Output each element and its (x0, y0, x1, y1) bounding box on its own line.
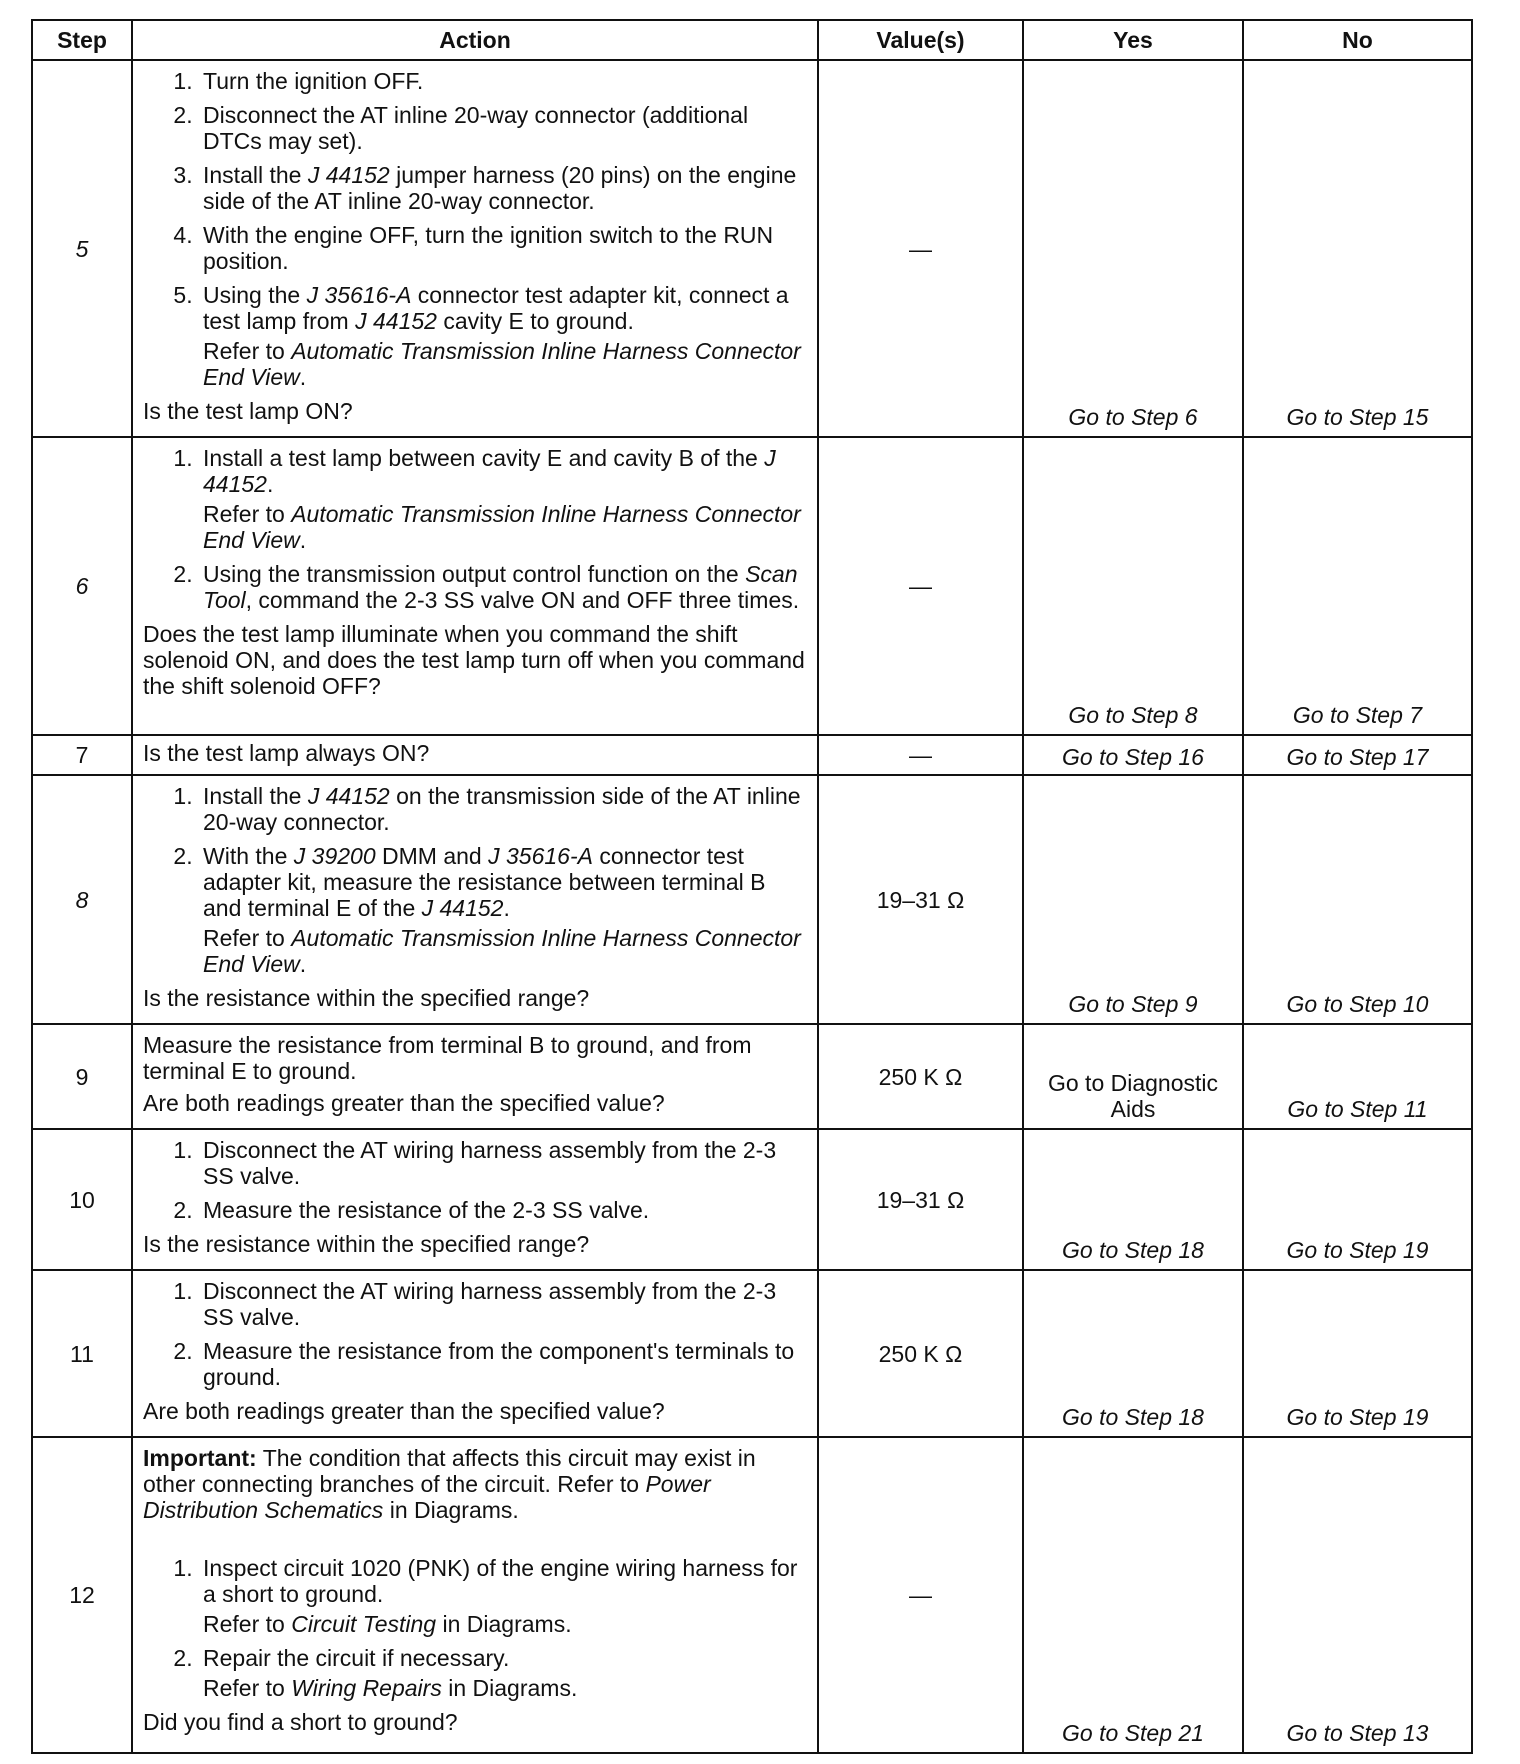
action-step: 2. Disconnect the AT inline 20-way connector (additional DTCs may set). (199, 102, 807, 154)
action-cell (132, 1270, 818, 1437)
reference-note: Refer to Automatic Transmission Inline Harness Connector End View. (203, 338, 801, 390)
action-step: 2. Measure the resistance of the 2-3 SS valve. (199, 1197, 807, 1223)
doc-link[interactable]: Automatic Transmission Inline Harness Connector End View (203, 338, 801, 390)
reference-note: Refer to Wiring Repairs in Diagrams. (203, 1675, 578, 1701)
action-step: 1. Disconnect the AT wiring harness assembly from the 2-3 SS valve. (199, 1137, 807, 1189)
step-number: 6 (32, 437, 132, 735)
no-link[interactable]: Go to Step 19 (1243, 1129, 1472, 1270)
no-link[interactable]: Go to Step 11 (1243, 1024, 1472, 1129)
question-text: Is the resistance within the specified range? (143, 985, 590, 1011)
question-text: Are both readings greater than the specified value? (143, 1398, 665, 1424)
doc-link[interactable]: Circuit Testing (291, 1611, 437, 1637)
action-cell (132, 775, 818, 1024)
action-cell (132, 1024, 818, 1129)
yes-link[interactable]: Go to Step 9 (1023, 775, 1243, 1024)
important-note: Important: The condition that affects this circuit may exist in other connecting branches of the circuit. Refer to Power Distribution Schematics in Diagrams. (143, 1445, 756, 1523)
action-step: 1. Turn the ignition OFF. (199, 68, 807, 94)
table-row (32, 437, 1472, 735)
action-step: 4. With the engine OFF, turn the ignition switch to the RUN position. (199, 222, 807, 274)
value-cell: 19–31 Ω (818, 1129, 1023, 1270)
tool-ref: J 35616-A (488, 843, 593, 869)
table-row (32, 1129, 1472, 1270)
header-row (32, 20, 1472, 60)
header-step: Step (32, 20, 132, 60)
question-text: Does the test lamp illuminate when you command the shift solenoid ON, and does the test lamp turn off when you command the shift solenoid OFF? (143, 621, 805, 699)
doc-link[interactable]: Wiring Repairs (291, 1675, 442, 1701)
no-link[interactable]: Go to Step 19 (1243, 1270, 1472, 1437)
action-step: 1. Inspect circuit 1020 (PNK) of the engine wiring harness for a short to ground. Refer to Circuit Testing in Diagrams. (199, 1555, 807, 1637)
tool-ref: J 44152 (307, 783, 390, 809)
value-cell: 250 K Ω (818, 1270, 1023, 1437)
action-step: 2. Measure the resistance from the component's terminals to ground. (199, 1338, 807, 1390)
action-cell (132, 1437, 818, 1753)
question-text: Is the resistance within the specified range? (143, 1231, 590, 1257)
reference-note: Refer to Automatic Transmission Inline Harness Connector End View. (203, 925, 801, 977)
action-cell (132, 60, 818, 437)
value-cell: — (818, 437, 1023, 735)
yes-link[interactable]: Go to Step 21 (1023, 1437, 1243, 1753)
action-step: 1. Install the J 44152 on the transmission side of the AT inline 20-way connector. (199, 783, 807, 835)
doc-link[interactable]: Automatic Transmission Inline Harness Connector End View (203, 925, 801, 977)
table-row (32, 60, 1472, 437)
table-row (32, 775, 1472, 1024)
yes-link[interactable]: Go to Step 8 (1023, 437, 1243, 735)
table-row (32, 735, 1472, 775)
yes-link[interactable]: Go to Step 18 (1023, 1270, 1243, 1437)
doc-link[interactable]: Power Distribution Schematics (143, 1471, 711, 1523)
tool-ref: J 35616-A (306, 282, 412, 308)
step-number: 7 (32, 735, 132, 775)
action-cell (132, 437, 818, 735)
header-action: Action (132, 20, 818, 60)
tool-ref: J 44152 (355, 308, 437, 334)
diagnostic-table (31, 19, 1473, 1754)
value-cell: — (818, 60, 1023, 437)
question-text: Did you find a short to ground? (143, 1709, 458, 1735)
action-step: 3. Install the J 44152 jumper harness (20 pins) on the engine side of the AT inline 20-way connector. (199, 162, 807, 214)
step-number: 5 (32, 60, 132, 437)
action-text: Measure the resistance from terminal B to ground, and from terminal E to ground. (143, 1032, 752, 1084)
action-step: 1. Disconnect the AT wiring harness assembly from the 2-3 SS valve. (199, 1278, 807, 1330)
table-row (32, 1437, 1472, 1753)
action-step: 2. Using the transmission output control function on the Scan Tool, command the 2-3 SS valve ON and OFF three times. (199, 561, 807, 613)
no-link[interactable]: Go to Step 15 (1243, 60, 1472, 437)
question-text: Is the test lamp ON? (143, 398, 353, 424)
yes-link[interactable]: Go to Diagnostic Aids (1023, 1024, 1243, 1129)
no-link[interactable]: Go to Step 7 (1243, 437, 1472, 735)
action-step: 2. With the J 39200 DMM and J 35616-A connector test adapter kit, measure the resistance between terminal B and terminal E of the J 44152. Refer to Automatic Transmission Inline Harness Connector End View. (199, 843, 807, 977)
tool-ref: J 39200 (293, 843, 376, 869)
tool-ref: J 44152 (421, 895, 504, 921)
action-step: 1. Install a test lamp between cavity E and cavity B of the J 44152. Refer to Automatic Transmission Inline Harness Connector End View. (199, 445, 807, 553)
action-step: 5. Using the J 35616-A connector test adapter kit, connect a test lamp from J 44152 cavity E to ground. Refer to Automatic Transmission Inline Harness Connector End View. (199, 282, 807, 390)
step-number: 12 (32, 1437, 132, 1753)
header-values: Value(s) (818, 20, 1023, 60)
tool-ref: J 44152 (307, 162, 390, 188)
step-number: 9 (32, 1024, 132, 1129)
table-row (32, 1270, 1472, 1437)
action-step: 2. Repair the circuit if necessary. Refer to Wiring Repairs in Diagrams. (199, 1645, 807, 1701)
header-yes: Yes (1023, 20, 1243, 60)
tool-ref: Scan Tool (203, 561, 798, 613)
no-link[interactable]: Go to Step 17 (1243, 735, 1472, 775)
header-no: No (1243, 20, 1472, 60)
value-cell: 250 K Ω (818, 1024, 1023, 1129)
step-number: 10 (32, 1129, 132, 1270)
yes-link[interactable]: Go to Step 16 (1023, 735, 1243, 775)
action-cell (132, 1129, 818, 1270)
yes-link[interactable]: Go to Step 6 (1023, 60, 1243, 437)
no-link[interactable]: Go to Step 13 (1243, 1437, 1472, 1753)
tool-ref: J 44152 (203, 445, 776, 497)
no-link[interactable]: Go to Step 10 (1243, 775, 1472, 1024)
value-cell: — (818, 735, 1023, 775)
question-text: Is the test lamp always ON? (132, 735, 818, 775)
question-text: Are both readings greater than the specified value? (143, 1090, 665, 1116)
table-row (32, 1024, 1472, 1129)
value-cell: 19–31 Ω (818, 775, 1023, 1024)
step-number: 8 (32, 775, 132, 1024)
important-label: Important: (143, 1445, 257, 1471)
step-number: 11 (32, 1270, 132, 1437)
value-cell: — (818, 1437, 1023, 1753)
reference-note: Refer to Circuit Testing in Diagrams. (203, 1611, 572, 1637)
doc-link[interactable]: Automatic Transmission Inline Harness Connector End View (203, 501, 801, 553)
yes-link[interactable]: Go to Step 18 (1023, 1129, 1243, 1270)
reference-note: Refer to Automatic Transmission Inline Harness Connector End View. (203, 501, 801, 553)
